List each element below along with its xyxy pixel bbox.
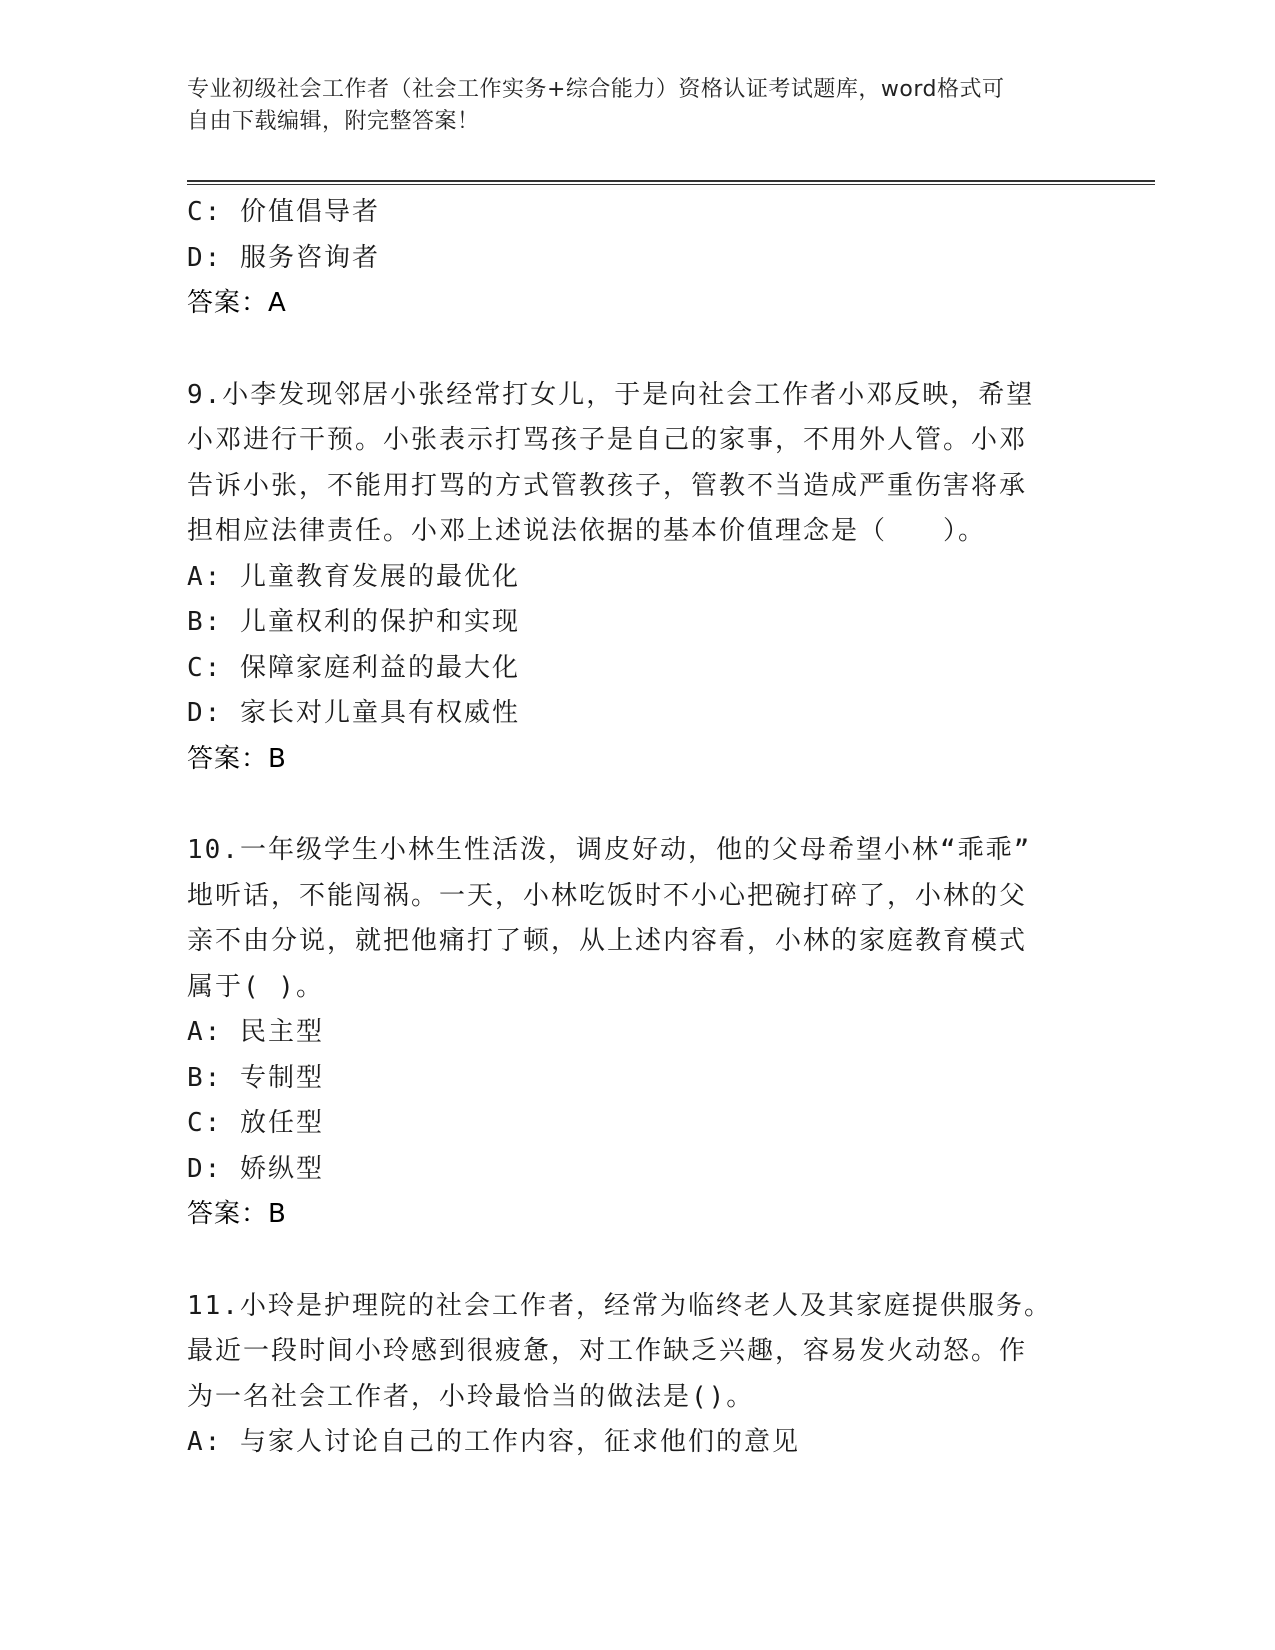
option-c: C: 保障家庭利益的最大化 [187,652,520,683]
question-text-line: 9.小李发现邻居小张经常打女儿，于是向社会工作者小邓反映，希望 [187,379,1035,410]
question-text-line: 地听话，不能闯祸。一天，小林吃饭时不小心把碗打碎了，小林的父 [187,880,1028,911]
page-header [187,74,1087,138]
answer-label: 答案：A [187,288,287,318]
question-text-line: 告诉小张，不能用打骂的方式管教孩子，管教不当造成严重伤害将承 [187,470,1028,501]
answer-label: 答案：B [187,1199,287,1229]
question-10 [187,828,1087,1238]
question-text-line: 小邓进行干预。小张表示打骂孩子是自己的家事，不用外人管。小邓 [187,425,1028,455]
option-b: B: 儿童权利的保护和实现 [187,607,520,637]
answer-label: 答案：B [187,743,287,774]
spacer [187,1238,1087,1284]
header-divider [187,180,1155,185]
spacer [187,782,1087,828]
option-a: A: 儿童教育发展的最优化 [187,561,520,592]
option-a: A: 民主型 [187,1017,324,1047]
document-body [187,190,1087,1466]
header-line-2: 自由下载编辑，附完整答案！ [187,109,480,134]
question-9 [187,373,1087,783]
question-text-line: 亲不由分说，就把他痛打了顿，从上述内容看，小林的家庭教育模式 [187,926,1028,956]
question-8-tail [187,190,1087,327]
option-d: D: 家长对儿童具有权威性 [187,698,520,728]
option-d: D: 娇纵型 [187,1153,324,1184]
question-11 [187,1284,1087,1466]
question-text-line: 属于( )。 [187,971,324,1002]
question-text-line: 担相应法律责任。小邓上述说法依据的基本价值理念是（ ）。 [187,516,987,546]
option-c: C: 放任型 [187,1108,324,1138]
option-b: B: 专制型 [187,1062,324,1093]
option-c: C: 价值倡导者 [187,197,380,227]
question-text-line: 最近一段时间小玲感到很疲惫，对工作缺乏兴趣，容易发火动怒。作 [187,1336,1028,1366]
header-line-1: 专业初级社会工作者（社会工作实务+综合能力）资格认证考试题库，word格式可 [187,77,1005,102]
option-a: A: 与家人讨论自己的工作内容，征求他们的意见 [187,1427,800,1457]
option-d: D: 服务咨询者 [187,242,380,273]
question-text-line: 11.小玲是护理院的社会工作者，经常为临终老人及其家庭提供服务。 [187,1290,1052,1321]
question-text-line: 为一名社会工作者，小玲最恰当的做法是()。 [187,1381,755,1412]
question-text-line: 10.一年级学生小林生性活泼，调皮好动，他的父母希望小林“乖乖” [187,835,1032,865]
spacer [187,327,1087,373]
